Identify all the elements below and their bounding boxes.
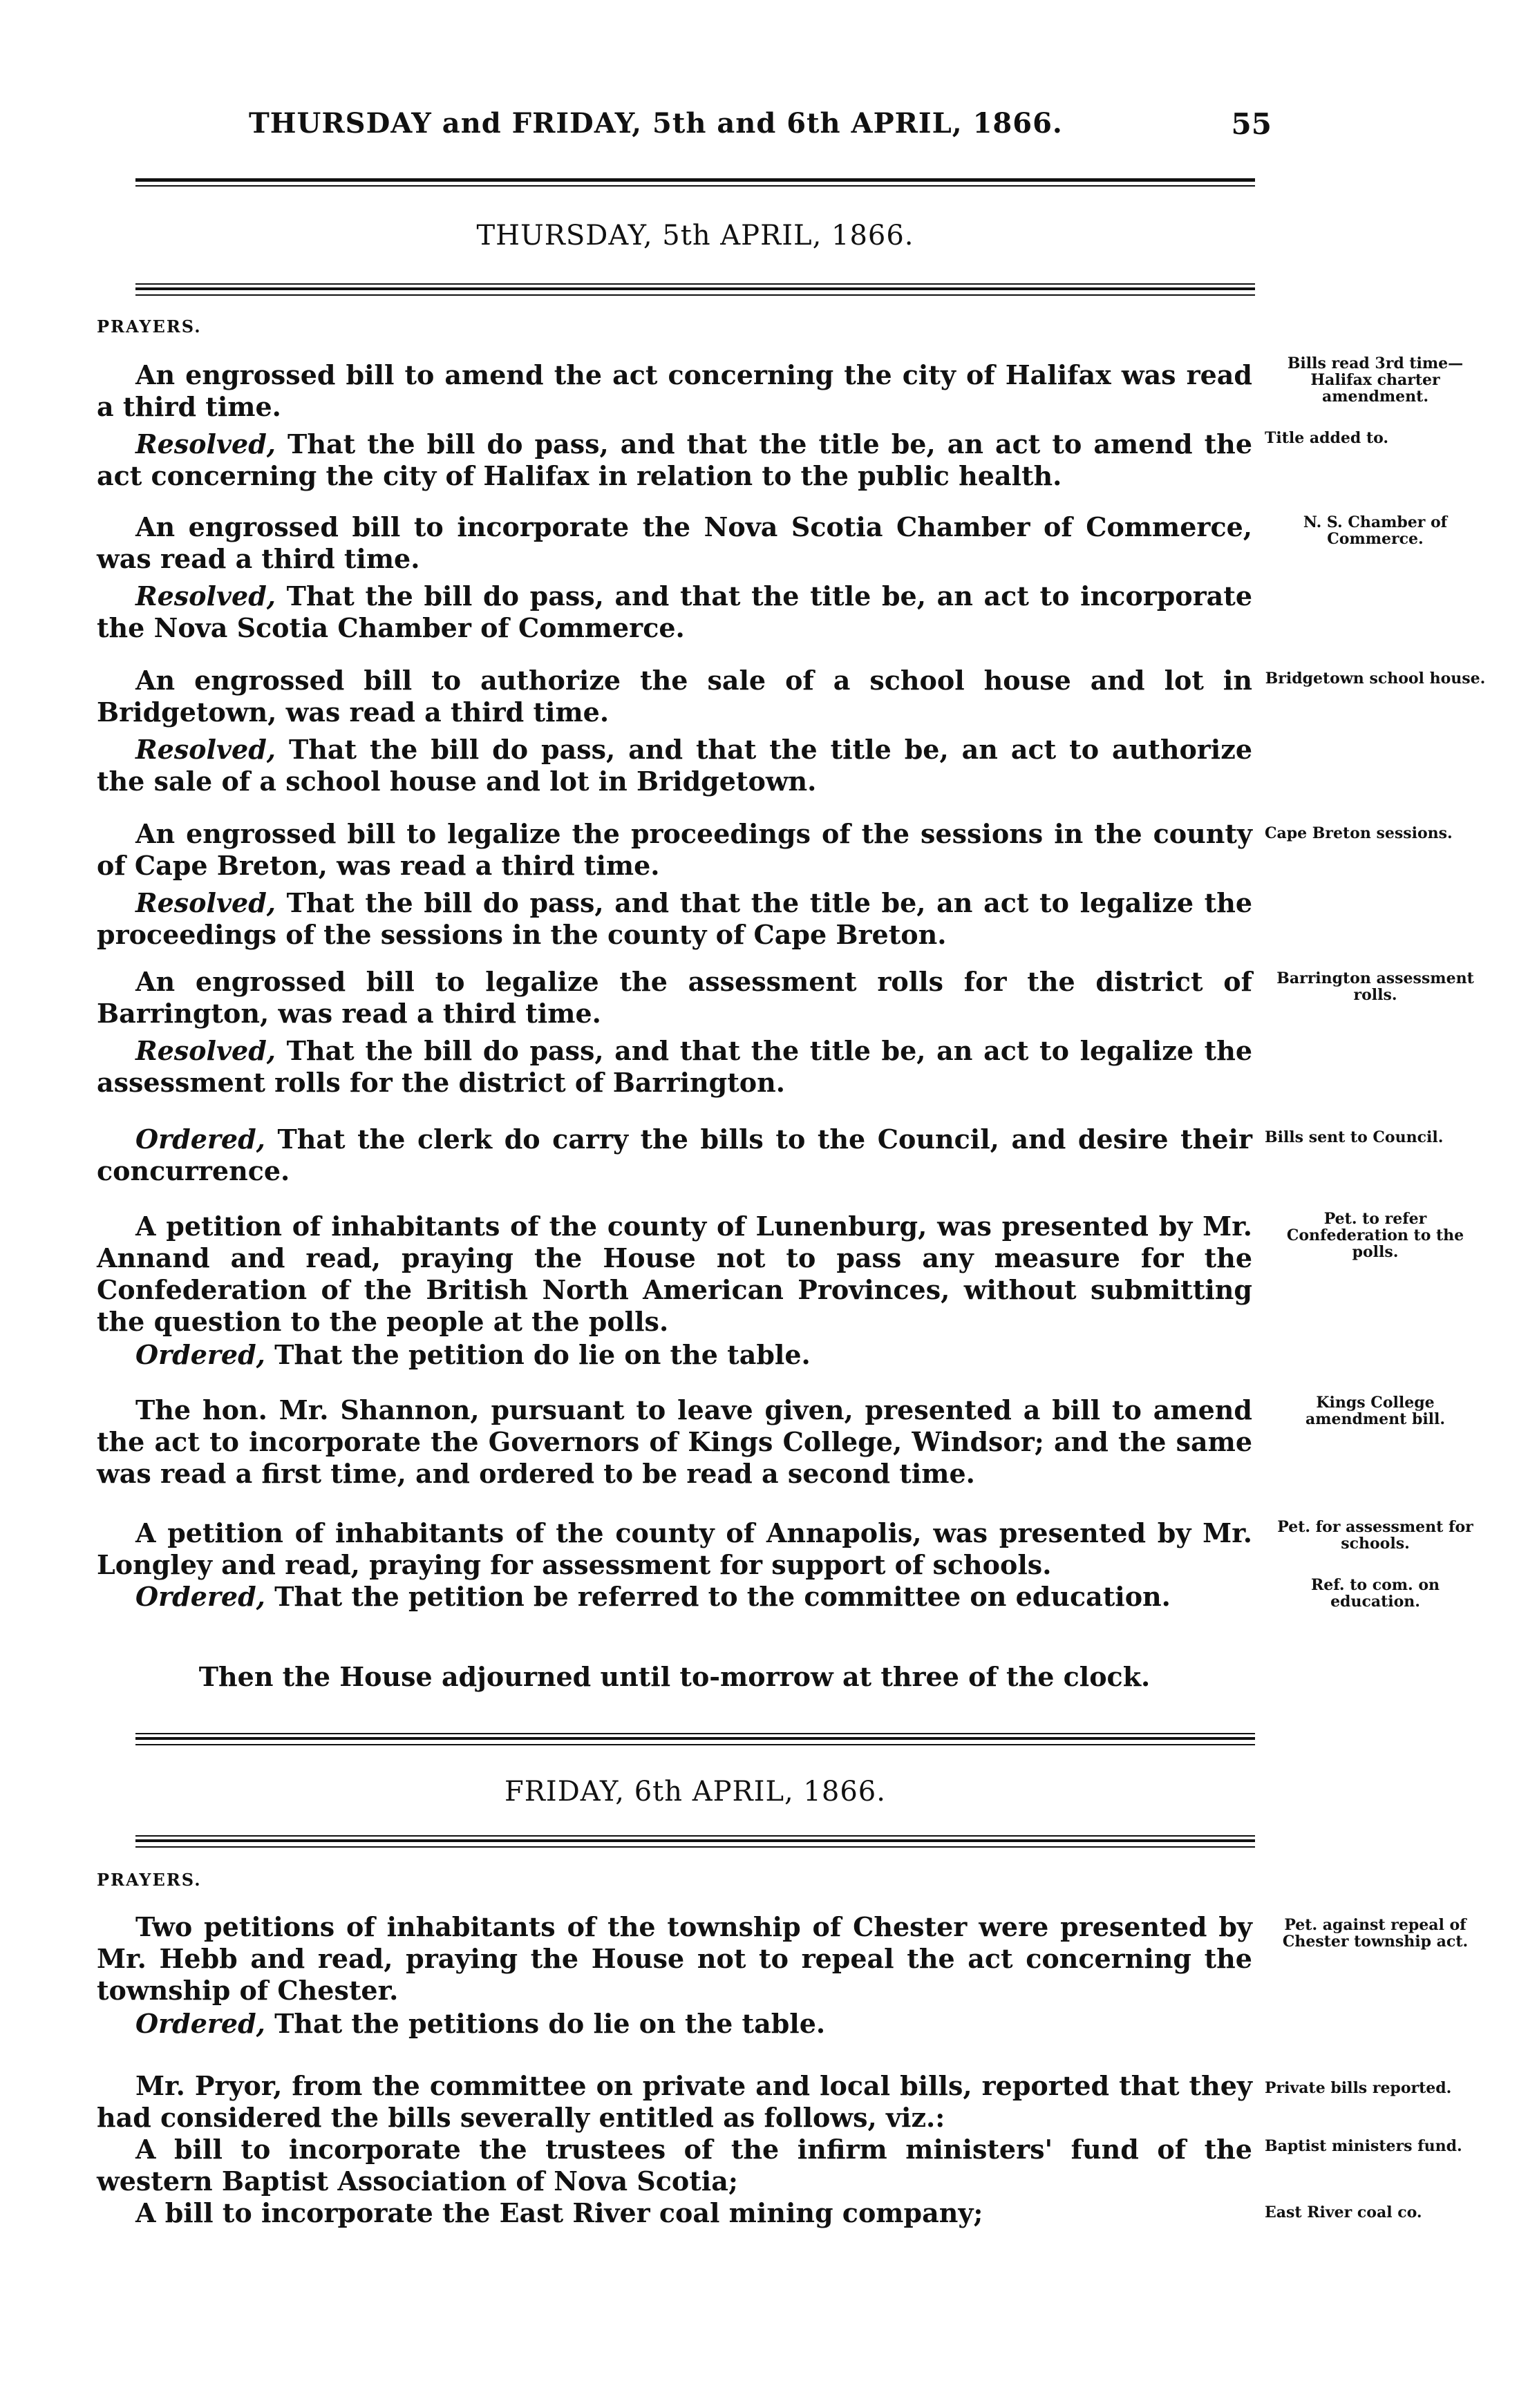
- resolution-paragraph: [97, 734, 1252, 797]
- marginal-note: Pet. to refer Confederation to the polls.: [1286, 1210, 1464, 1261]
- resolved-lead: Resolved,: [135, 428, 276, 459]
- resolution-paragraph: [97, 580, 1252, 644]
- marginal-note: Bills sent to Council.: [1265, 1128, 1444, 1146]
- ordered-lead: Ordered,: [135, 1124, 265, 1155]
- order-text: That the clerk do carry the bills to the Council, and desire their concurrence.: [97, 1124, 1252, 1186]
- order-text: That the petition do lie on the table.: [265, 1339, 811, 1370]
- entry-paragraph: An engrossed bill to amend the act concerning the city of Halifax was read a third time.: [97, 359, 1252, 422]
- entry-paragraph: An engrossed bill to incorporate the Nova Scotia Chamber of Commerce, was read a third time.: [97, 511, 1252, 574]
- order-paragraph: [97, 1581, 1252, 1613]
- section-rule: [135, 1733, 1255, 1745]
- marginal-note: Baptist ministers fund.: [1265, 2137, 1462, 2155]
- entry-paragraph: Mr. Pryor, from the committee on private and local bills, reported that they had considered the bills severally entitled as follows, viz.:: [97, 2070, 1252, 2133]
- resolution-paragraph: [97, 1035, 1252, 1099]
- entry-paragraph: A petition of inhabitants of the county of Lunenburg, was presented by Mr. Annand and read, praying the House not to pass any measure for the Confederation of the British North American Provinces, without submitting the question to the people at the polls.: [97, 1211, 1252, 1337]
- page-number: 55: [1231, 107, 1272, 141]
- order-paragraph: [97, 1339, 1252, 1371]
- bill-title: A bill to incorporate the East River coal mining company;: [135, 2197, 983, 2228]
- order-text: That the petitions do lie on the table.: [265, 2008, 826, 2039]
- running-header-title: THURSDAY and FRIDAY, 5th and 6th APRIL, 1866.: [249, 107, 1063, 140]
- resolution-paragraph: [97, 428, 1252, 492]
- entry-paragraph: An engrossed bill to legalize the assessment rolls for the district of Barrington, was read a third time.: [97, 966, 1252, 1029]
- ordered-lead: Ordered,: [135, 1581, 265, 1612]
- ordered-lead: Ordered,: [135, 1339, 265, 1370]
- resolution-text: That the bill do pass, and that the title be, an act to amend the act concerning the city of Halifax in relation to the public health.: [97, 428, 1252, 491]
- prayers-label: PRAYERS.: [97, 316, 202, 336]
- section-rule: [135, 1835, 1255, 1848]
- header-rule: [135, 178, 1255, 182]
- order-paragraph: [97, 1124, 1252, 1187]
- section-heading-thursday: THURSDAY, 5th APRIL, 1866.: [476, 220, 914, 252]
- entry-paragraph: An engrossed bill to authorize the sale of a school house and lot in Bridgetown, was read a third time.: [97, 665, 1252, 728]
- marginal-note: Title added to.: [1265, 429, 1389, 447]
- resolved-lead: Resolved,: [135, 887, 276, 918]
- entry-paragraph: An engrossed bill to legalize the proceedings of the sessions in the county of Cape Breton, was read a third time.: [97, 818, 1252, 881]
- entry-paragraph: Two petitions of inhabitants of the township of Chester were presented by Mr. Hebb and read, praying the House not to repeal the act concerning the township of Chester.: [97, 1911, 1252, 2006]
- resolution-text: That the bill do pass, and that the title be, an act to legalize the assessment rolls for the district of Barrington.: [97, 1035, 1252, 1098]
- running-header: [249, 107, 1272, 149]
- resolution-paragraph: [97, 887, 1252, 951]
- marginal-note: Pet. for assessment for schools.: [1277, 1518, 1473, 1553]
- order-paragraph: [97, 2008, 1252, 2040]
- marginal-note: Pet. against repeal of Chester township act.: [1282, 1916, 1469, 1951]
- order-text: That the petition be referred to the committee on education.: [265, 1581, 1171, 1612]
- ordered-lead: Ordered,: [135, 2008, 265, 2039]
- resolved-lead: Resolved,: [135, 734, 276, 765]
- entry-paragraph: A petition of inhabitants of the county of Annapolis, was presented by Mr. Longley and read, praying for assessment for support of schools.: [97, 1517, 1252, 1580]
- resolution-text: That the bill do pass, and that the title be, an act to incorporate the Nova Scotia Chamber of Commerce.: [97, 580, 1252, 643]
- marginal-note: Cape Breton sessions.: [1265, 824, 1453, 842]
- section-heading-friday: FRIDAY, 6th APRIL, 1866.: [505, 1776, 886, 1808]
- resolved-lead: Resolved,: [135, 1035, 276, 1066]
- entry-paragraph: The hon. Mr. Shannon, pursuant to leave given, presented a bill to amend the act to incorporate the Governors of Kings College, Windsor; and the same was read a first time, and ordered to be read a second time.: [97, 1394, 1252, 1489]
- marginal-note: Kings College amendment bill.: [1305, 1394, 1446, 1428]
- adjournment-line: Then the House adjourned until to-morrow at three of the clock.: [198, 1661, 1151, 1692]
- marginal-note: N. S. Chamber of Commerce.: [1303, 513, 1448, 548]
- marginal-note: Bridgetown school house.: [1265, 670, 1486, 688]
- resolution-text: That the bill do pass, and that the title be, an act to authorize the sale of a school house and lot in Bridgetown.: [97, 734, 1252, 797]
- marginal-note: Ref. to com. on education.: [1310, 1576, 1440, 1611]
- prayers-label: PRAYERS.: [97, 1870, 202, 1890]
- marginal-note: East River coal co.: [1265, 2203, 1422, 2221]
- bill-title: A bill to incorporate the trustees of the infirm ministers' fund of the western Baptist Association of Nova Scotia;: [97, 2134, 1252, 2197]
- resolution-text: That the bill do pass, and that the title be, an act to legalize the proceedings of the sessions in the county of Cape Breton.: [97, 887, 1252, 950]
- marginal-note: Bills read 3rd time— Halifax charter amendment.: [1287, 354, 1464, 406]
- marginal-note: Barrington assessment rolls.: [1276, 969, 1474, 1004]
- section-rule: [135, 283, 1255, 296]
- resolved-lead: Resolved,: [135, 580, 276, 612]
- marginal-note: Private bills reported.: [1265, 2079, 1452, 2097]
